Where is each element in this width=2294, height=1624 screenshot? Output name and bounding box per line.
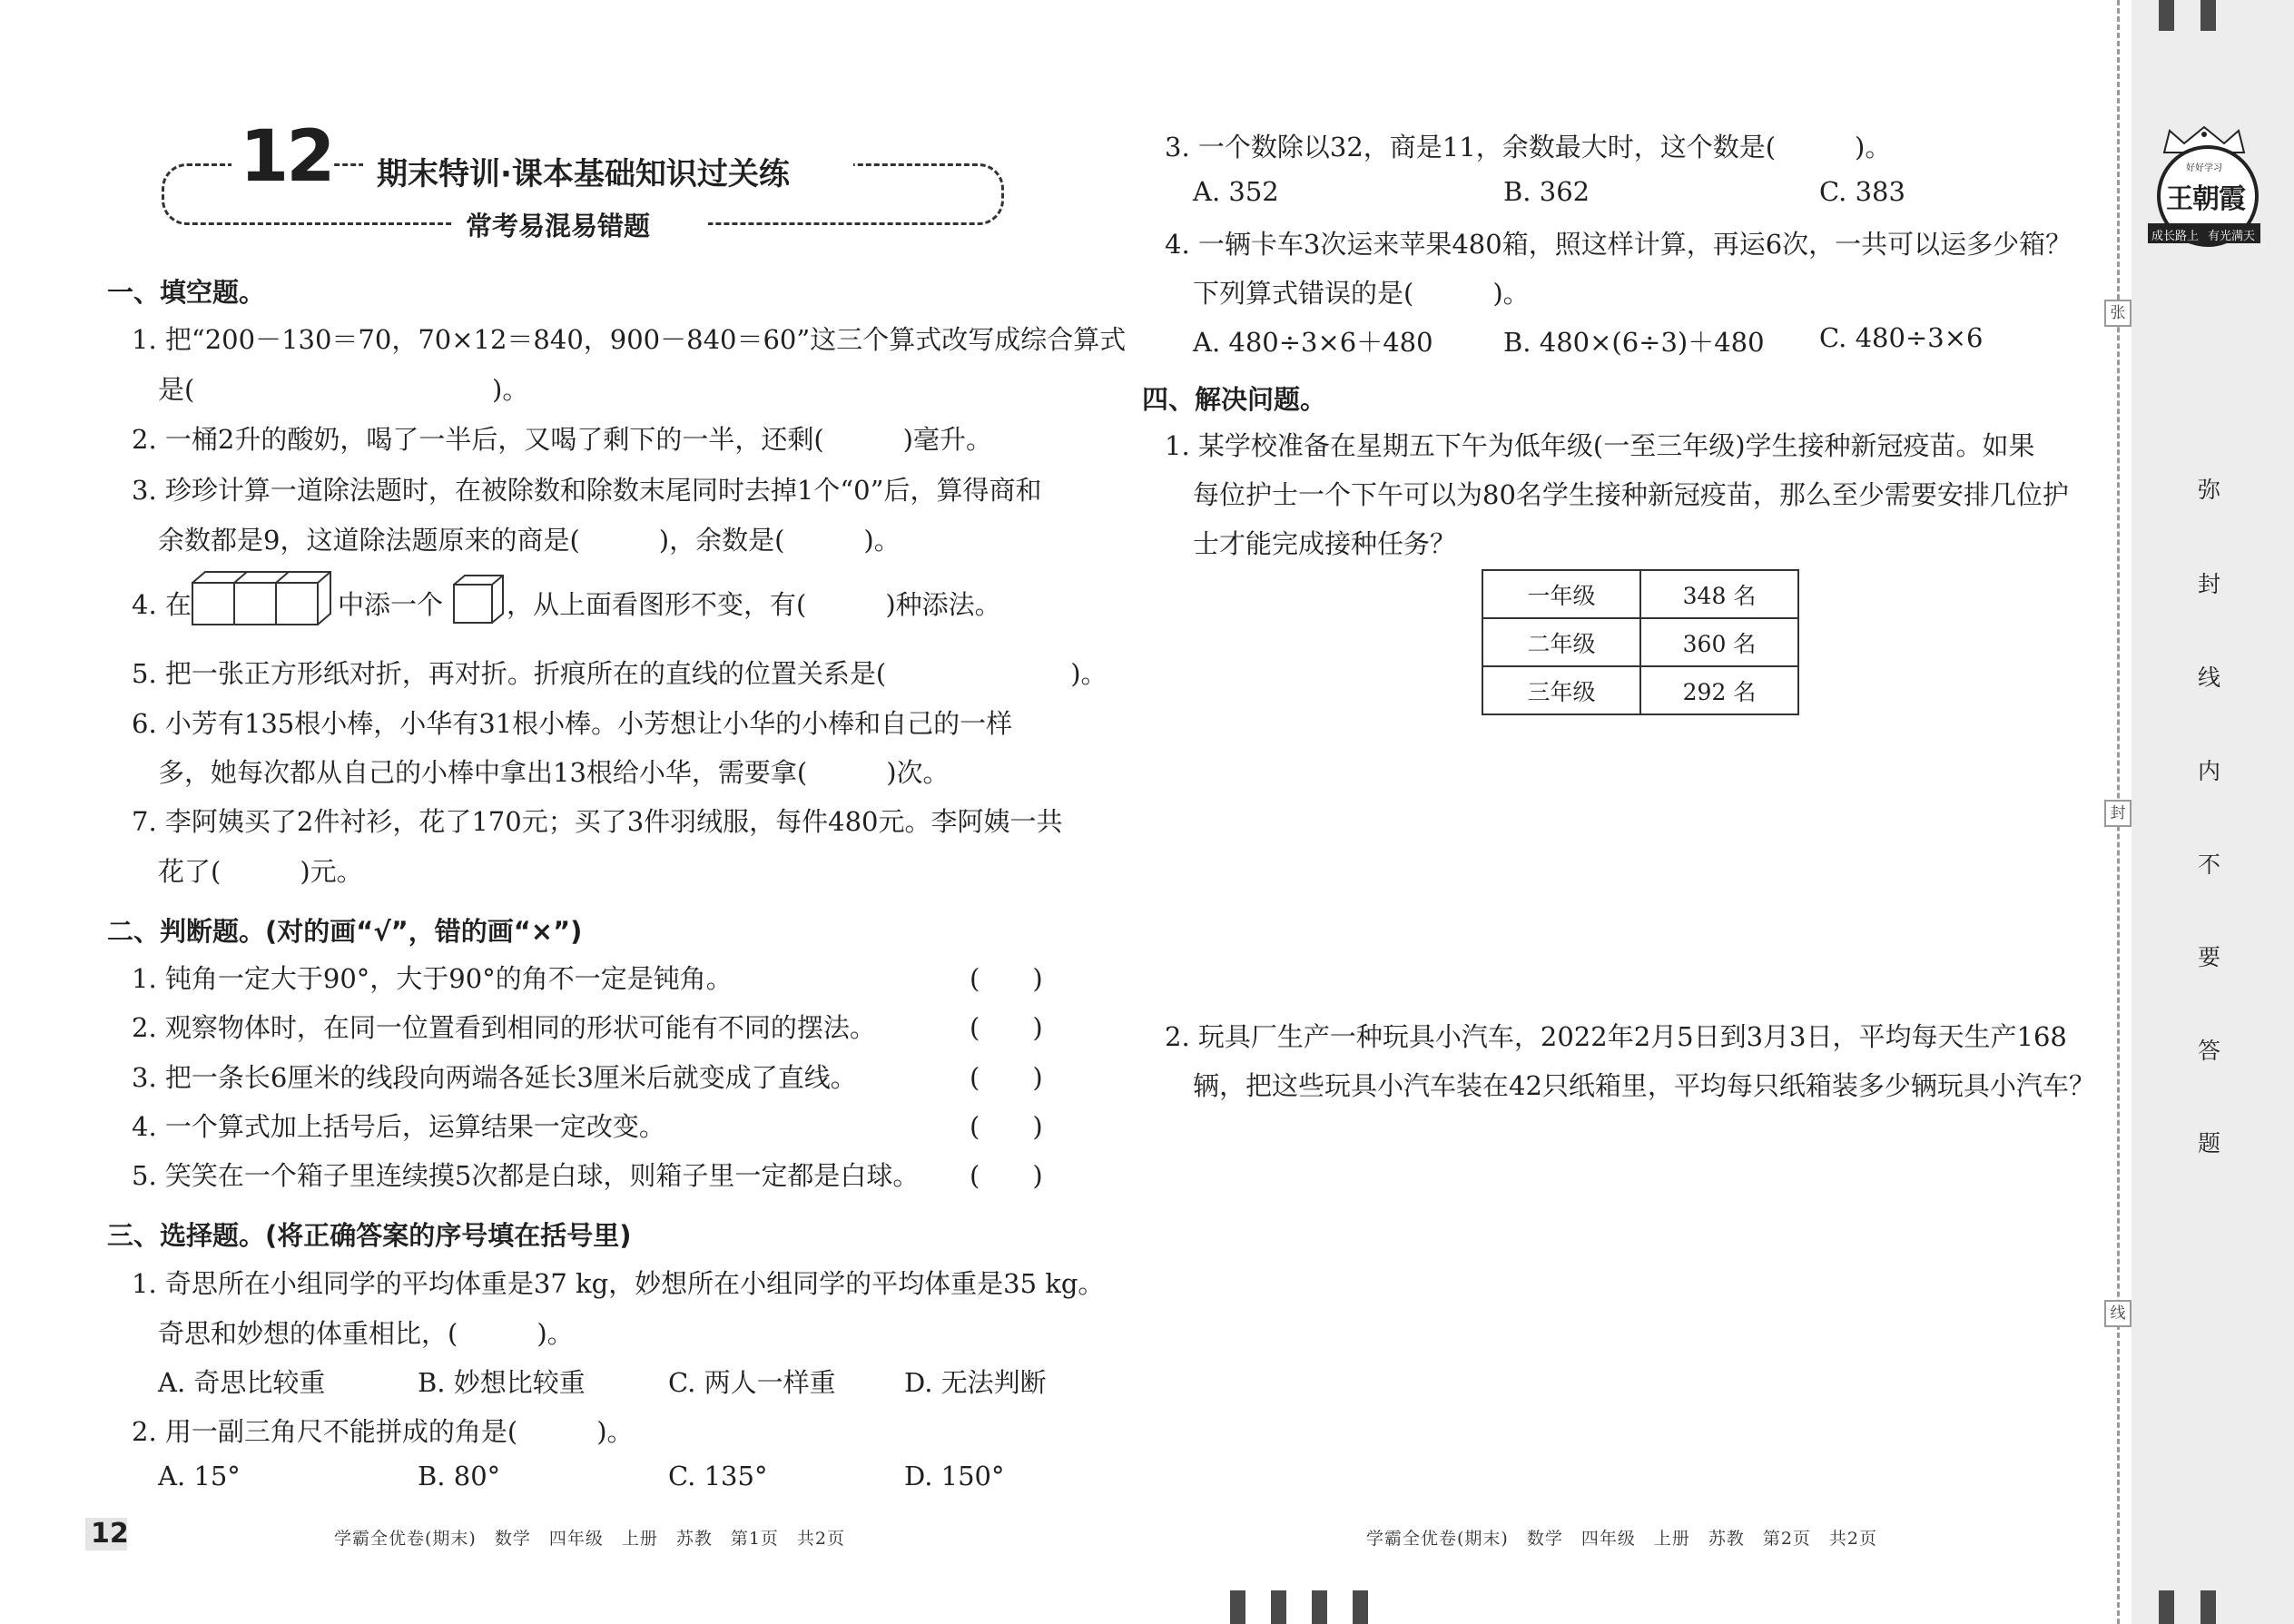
fill-q3-line1: 3. 珍珍计算一道除法题时，在被除数和除数末尾同时去掉1个“0”后，算得商和 <box>132 475 1042 506</box>
page-number: 12 <box>91 1518 129 1550</box>
section-judge-heading: 二、判断题。(对的画“√”，错的画“×”) <box>107 916 583 947</box>
table-cell-count: 292 名 <box>1640 666 1798 714</box>
choice-q3-option-a: A. 352 <box>1193 176 1279 207</box>
choice-q3: 3. 一个数除以32，商是11，余数最大时，这个数是( )。 <box>1165 132 1892 162</box>
judge-q2: 2. 观察物体时，在同一位置看到相同的形状可能有不同的摆法。 <box>132 1012 876 1043</box>
choice-q2-option-c: C. 135° <box>668 1461 768 1491</box>
choice-q1-option-b: B. 妙想比较重 <box>418 1367 586 1398</box>
warning-char: 弥 <box>2198 477 2221 503</box>
logo-ribbon-right: 有光满天 <box>2208 230 2256 243</box>
solve-q1-line3: 士才能完成接种任务？ <box>1193 528 1457 559</box>
choice-q2-option-d: D. 150° <box>904 1461 1005 1491</box>
three-cube-figure <box>191 570 332 628</box>
logo-top-text: 好好学习 <box>2186 163 2222 173</box>
fill-q1-line1: 1. 把“200－130＝70，70×12＝840，900－840＝60”这三个算式改写成综合算式 <box>132 324 1127 355</box>
banner-subtitle: 常考易混易错题 <box>466 211 651 241</box>
fill-q7-line1: 7. 李阿姨买了2件衬衫，花了170元；买了3件羽绒服，每件480元。李阿姨一共 <box>132 806 1063 837</box>
judge-q5: 5. 笑笑在一个箱子里连续摸5次都是白球，则箱子里一定都是白球。 <box>132 1160 920 1191</box>
judge-q1: 1. 钝角一定大于90°，大于90°的角不一定是钝角。 <box>132 963 733 994</box>
fill-q6-line1: 6. 小芳有135根小棒，小华有31根小棒。小芳想让小华的小棒和自己的一样 <box>132 708 1013 739</box>
choice-q1-line2: 奇思和妙想的体重相比，( )。 <box>158 1318 574 1349</box>
judge-q5-answer: ( ) <box>970 1160 1043 1191</box>
section-choice-heading: 三、选择题。(将正确答案的序号填在括号里) <box>107 1220 632 1251</box>
strip-mark <box>2159 1590 2174 1624</box>
single-cube-figure <box>452 574 505 626</box>
warning-char: 线 <box>2198 664 2221 691</box>
table-row <box>1482 666 1798 714</box>
strip-mark <box>2159 0 2174 31</box>
judge-q4: 4. 一个算式加上括号后，运算结果一定改变。 <box>132 1111 665 1142</box>
right-footer: 学霸全优卷(期末) 数学 四年级 上册 苏教 第2页 共2页 <box>1366 1529 1878 1549</box>
chapter-number: 12 <box>240 116 333 198</box>
logo-ribbon-left: 成长路上 <box>2151 230 2200 243</box>
solve-q2-line1: 2. 玩具厂生产一种玩具小汽车，2022年2月5日到3月3日，平均每天生产168 <box>1165 1021 2067 1052</box>
table-cell-count: 360 名 <box>1640 618 1798 666</box>
solve-q2-line2: 辆，把这些玩具小汽车装在42只纸箱里，平均每只纸箱装多少辆玩具小汽车？ <box>1193 1070 2095 1101</box>
table-cell-grade: 二年级 <box>1482 618 1640 666</box>
seal-box-xian: 线 <box>2104 1300 2132 1327</box>
logo-name: 王朝霞 <box>2166 183 2245 215</box>
fill-q7-line2: 花了( )元。 <box>158 856 363 887</box>
choice-q1-line1: 1. 奇思所在小组同学的平均体重是37 kg，妙想所在小组同学的平均体重是35 kg。 <box>132 1268 1105 1299</box>
fill-q1-line2-end: )。 <box>492 374 529 405</box>
choice-q2-option-a: A. 15° <box>158 1461 241 1491</box>
warning-char: 题 <box>2198 1130 2221 1156</box>
judge-q1-answer: ( ) <box>970 963 1043 994</box>
banner-title: 期末特训·课本基础知识过关练 <box>377 156 790 192</box>
solve-q1-line1: 1. 某学校准备在星期五下午为低年级(一至三年级)学生接种新冠疫苗。如果 <box>1165 430 2035 461</box>
judge-q3: 3. 把一条长6厘米的线段向两端各延长3厘米后就变成了直线。 <box>132 1062 857 1093</box>
fill-q6-line2: 多，她每次都从自己的小棒中拿出13根给小华，需要拿( )次。 <box>158 757 950 788</box>
fill-q1-line2-start: 是( <box>158 374 195 405</box>
choice-q3-option-c: C. 383 <box>1819 176 1905 207</box>
table-cell-grade: 一年级 <box>1482 570 1640 618</box>
seal-box-feng: 封 <box>2104 800 2132 827</box>
fill-q5: 5. 把一张正方形纸对折，再对折。折痕所在的直线的位置关系是( )。 <box>132 658 1108 689</box>
choice-q4-option-b: B. 480×(6÷3)＋480 <box>1503 327 1765 358</box>
judge-q3-answer: ( ) <box>970 1062 1043 1093</box>
binding-mark <box>1353 1590 1368 1624</box>
grade-students-table <box>1482 569 1799 715</box>
judge-q4-answer: ( ) <box>970 1111 1043 1142</box>
warning-char: 不 <box>2198 851 2221 878</box>
binding-mark <box>1230 1590 1245 1624</box>
seal-box-zhang: 张 <box>2104 300 2132 327</box>
warning-char: 要 <box>2198 944 2221 970</box>
strip-mark <box>2200 0 2216 31</box>
choice-q4-line2: 下列算式错误的是( )。 <box>1193 278 1530 309</box>
warning-char: 内 <box>2198 758 2221 784</box>
choice-q2-option-b: B. 80° <box>418 1461 501 1491</box>
choice-q4-option-c: C. 480÷3×6 <box>1819 322 1984 353</box>
table-cell-count: 348 名 <box>1640 570 1798 618</box>
table-cell-grade: 三年级 <box>1482 666 1640 714</box>
table-row <box>1482 570 1798 618</box>
fill-q2: 2. 一桶2升的酸奶，喝了一半后，又喝了剩下的一半，还剩( )毫升。 <box>132 424 992 455</box>
strip-mark <box>2200 1590 2216 1624</box>
fill-q4-part3: ，从上面看图形不变，有( )种添法。 <box>507 589 1001 620</box>
binding-mark <box>1271 1590 1286 1624</box>
judge-q2-answer: ( ) <box>970 1012 1043 1043</box>
solve-q1-line2: 每位护士一个下午可以为80名学生接种新冠疫苗，那么至少需要安排几位护 <box>1193 479 2069 510</box>
choice-q3-option-b: B. 362 <box>1503 176 1590 207</box>
warning-char: 封 <box>2198 571 2221 597</box>
section-fill-blank-heading: 一、填空题。 <box>107 277 266 308</box>
choice-q4-option-a: A. 480÷3×6＋480 <box>1193 327 1433 358</box>
warning-char: 答 <box>2198 1038 2221 1064</box>
choice-q4-line1: 4. 一辆卡车3次运来苹果480箱，照这样计算，再运6次，一共可以运多少箱？ <box>1165 229 2072 260</box>
binding-mark <box>1312 1590 1327 1624</box>
section-solve-heading: 四、解决问题。 <box>1142 384 1327 415</box>
choice-q2: 2. 用一副三角尺不能拼成的角是( )。 <box>132 1416 634 1447</box>
fill-q4-part1: 4. 在 <box>132 589 192 620</box>
choice-q1-option-a: A. 奇思比较重 <box>158 1367 326 1398</box>
choice-q1-option-c: C. 两人一样重 <box>668 1367 836 1398</box>
fill-q3-line2: 余数都是9，这道除法题原来的商是( )，余数是( )。 <box>158 525 901 556</box>
choice-q1-option-d: D. 无法判断 <box>904 1367 1047 1398</box>
table-row <box>1482 618 1798 666</box>
left-footer: 学霸全优卷(期末) 数学 四年级 上册 苏教 第1页 共2页 <box>334 1529 846 1549</box>
fill-q4-part2: 中添一个 <box>338 589 444 620</box>
